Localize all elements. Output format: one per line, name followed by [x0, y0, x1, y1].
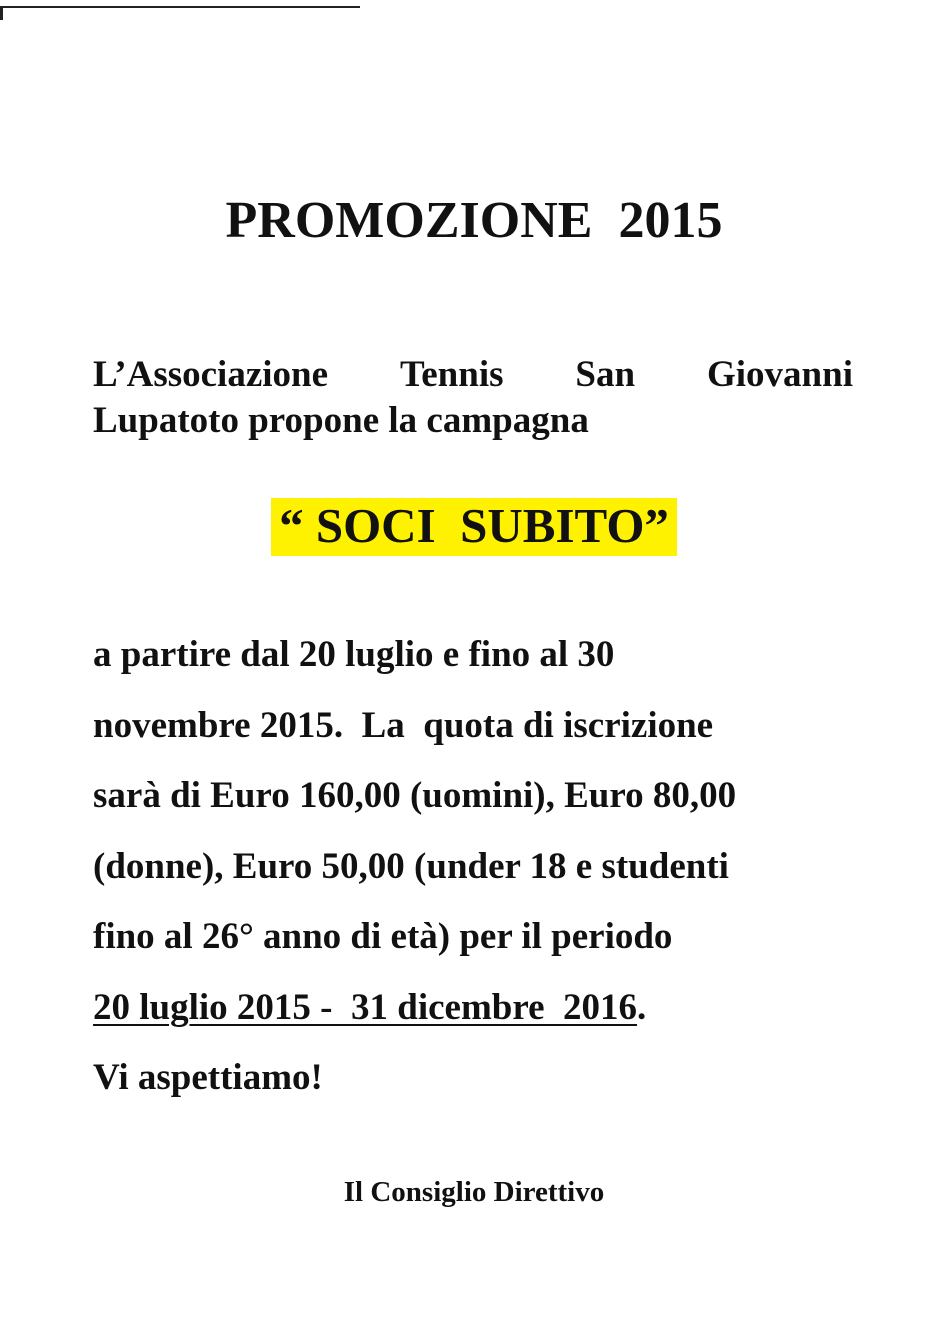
scan-edge-left [0, 6, 3, 20]
intro-paragraph [93, 352, 853, 444]
body-line-1: a partire dal 20 luglio e fino al 30 [93, 634, 615, 675]
campaign-banner [0, 498, 948, 556]
intro-word: L’Associazione [93, 354, 329, 395]
body-line-4: (donne), Euro 50,00 (under 18 e studenti [93, 845, 729, 887]
intro-line-2: Lupatoto propone la campagna [93, 400, 589, 441]
body-line-2: novembre 2015. La quota di iscrizione [93, 704, 714, 746]
body-line-5: fino al 26° anno di età) per il periodo [93, 916, 673, 957]
period-line [93, 973, 873, 1044]
body-paragraph [93, 620, 873, 1114]
page-title: PROMOZIONE 2015 [225, 192, 723, 249]
period-end-punct: . [637, 986, 647, 1028]
intro-word: Tennis [399, 354, 504, 395]
intro-word: Giovanni [707, 354, 853, 395]
signature: Il Consiglio Direttivo [343, 1176, 605, 1208]
campaign-name-highlight: “ SOCI SUBITO” [271, 498, 677, 556]
closing-line: Vi aspettiamo! [93, 1057, 323, 1098]
scan-edge-top [0, 6, 360, 8]
period-dates: 20 luglio 2015 - 31 dicembre 2016 [93, 986, 638, 1028]
intro-word: San [575, 354, 636, 395]
intro-line-1 [93, 352, 853, 398]
body-line-3: sarà di Euro 160,00 (uomini), Euro 80,00 [93, 775, 737, 816]
